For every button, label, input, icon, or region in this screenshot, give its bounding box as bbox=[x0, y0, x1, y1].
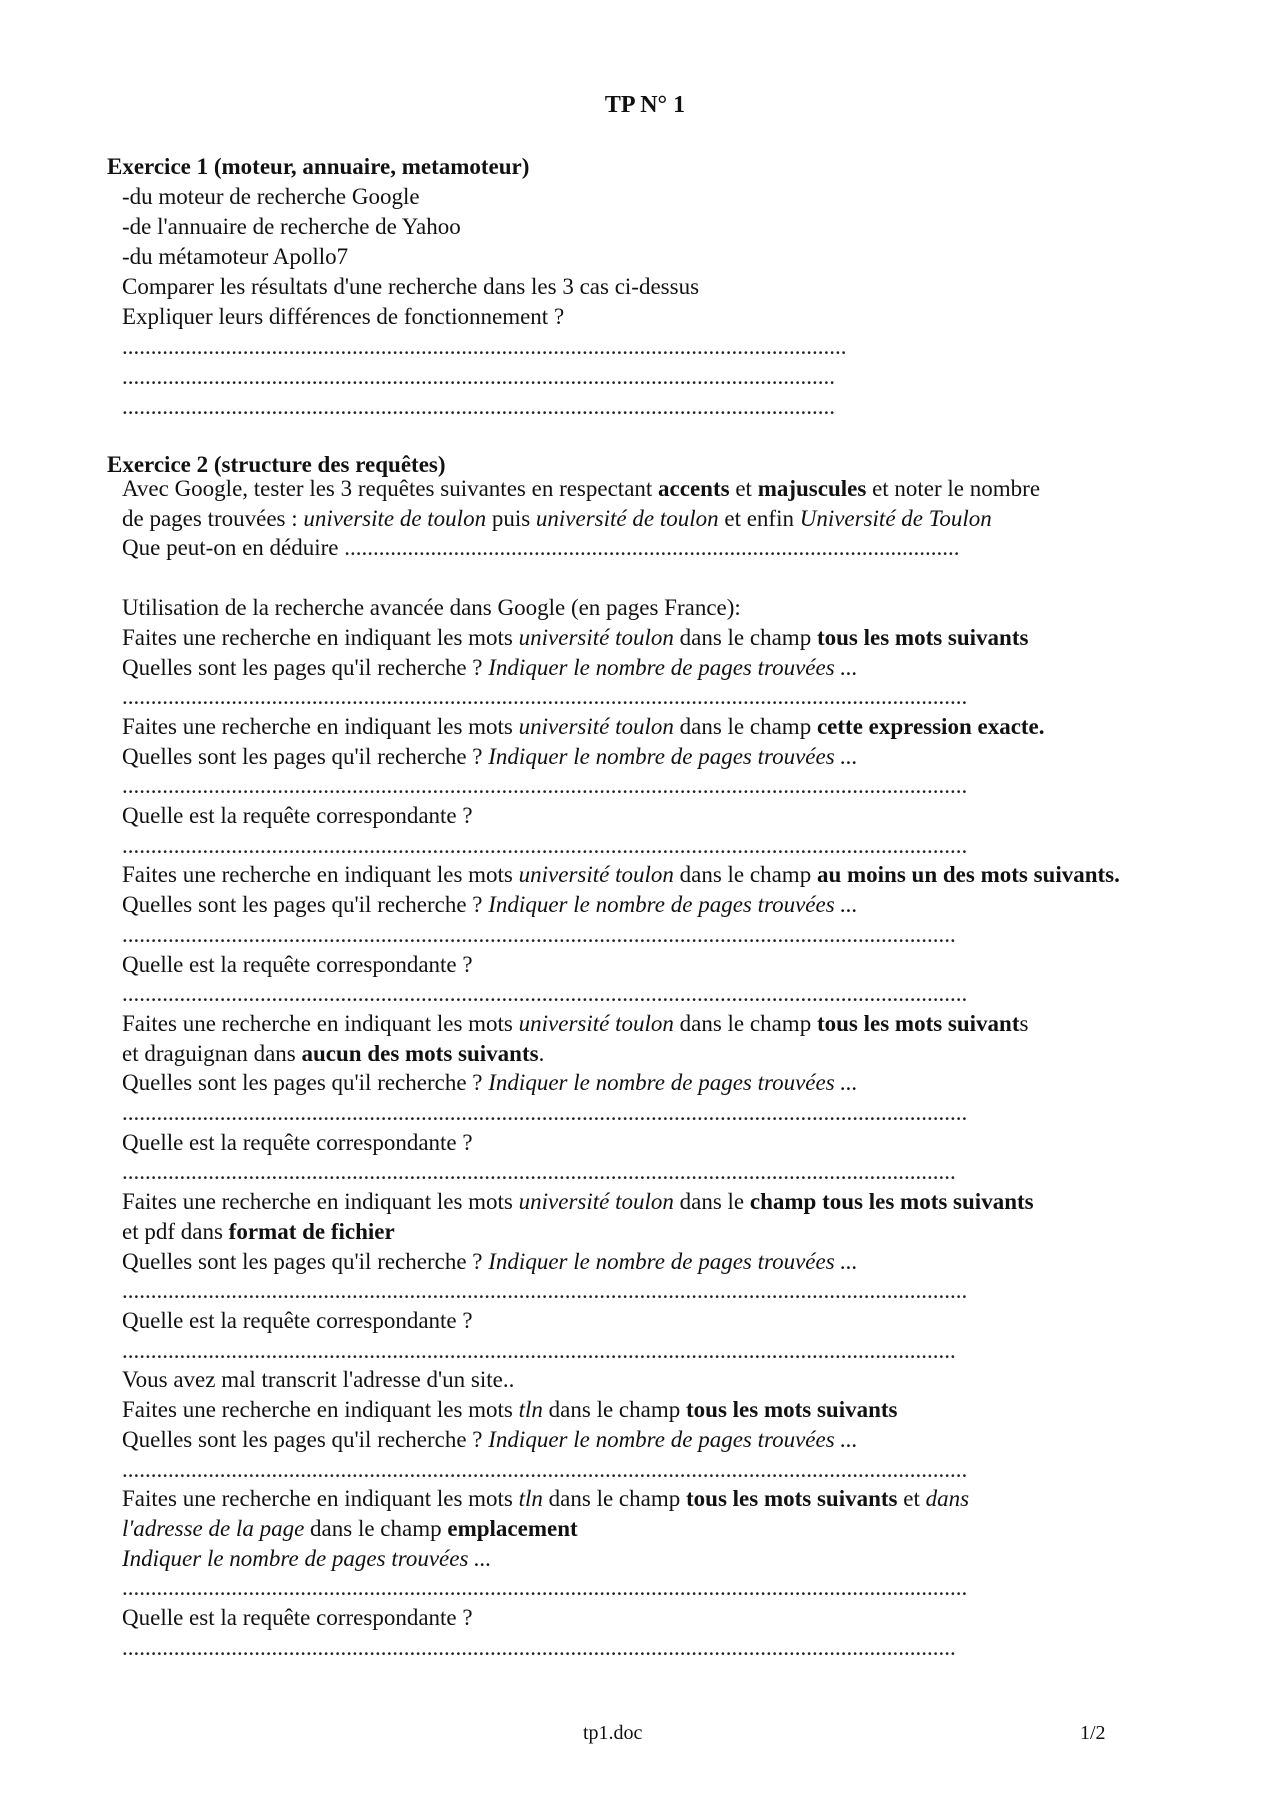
answer-dots: ................................................................................................................................................. bbox=[122, 1634, 956, 1660]
question: Quelles sont les pages qu'il recherche ? Indiquer le nombre de pages trouvées ... bbox=[122, 1248, 858, 1274]
answer-dots: .............................................................................................................................. bbox=[122, 334, 847, 359]
answer-dots: ................................................................................................................................................. bbox=[122, 921, 956, 947]
exercise-2-body bbox=[122, 474, 1182, 1662]
ex2-line: Que peut-on en déduire ........................................................................................................... bbox=[122, 535, 960, 561]
question: Quelles sont les pages qu'il recherche ? Indiquer le nombre de pages trouvées ... bbox=[122, 743, 858, 769]
answer-dots: ................................................................................................................................................... bbox=[122, 773, 968, 799]
answer-dots: ................................................................................................................................................... bbox=[122, 1100, 968, 1126]
search-instruction: Faites une recherche en indiquant les mots tln dans le champ tous les mots suivants bbox=[122, 1397, 898, 1423]
answer-dots: ................................................................................................................................................... bbox=[122, 832, 968, 858]
question: Quelle est la requête correspondante ? bbox=[122, 951, 473, 977]
exercise-2-heading: Exercice 2 (structure des requêtes) bbox=[107, 452, 446, 477]
answer-dots: ................................................................................................................................................. bbox=[122, 1159, 956, 1185]
search-instruction: Faites une recherche en indiquant les mots université toulon dans le champ tous les mots suivants bbox=[122, 1189, 1034, 1215]
question: Quelle est la requête correspondante ? bbox=[122, 1129, 473, 1155]
footer-page-number: 1/2 bbox=[1080, 1722, 1106, 1744]
page-title: TP N° 1 bbox=[604, 92, 686, 118]
answer-dots: ............................................................................................................................ bbox=[122, 364, 835, 389]
search-instruction: Faites une recherche en indiquant les mots université toulon dans le champ au moins un des mots suivants. bbox=[122, 862, 1120, 888]
search-instruction: Faites une recherche en indiquant les mots université toulon dans le champ cette expression exacte. bbox=[122, 713, 1045, 739]
question: Quelles sont les pages qu'il recherche ? Indiquer le nombre de pages trouvées ... bbox=[122, 892, 858, 918]
search-instruction: et draguignan dans aucun des mots suivants. bbox=[122, 1040, 545, 1066]
answer-dots: ................................................................................................................................................. bbox=[122, 1337, 956, 1363]
question: Quelles sont les pages qu'il recherche ? Indiquer le nombre de pages trouvées ... bbox=[122, 1426, 858, 1452]
answer-dots: ................................................................................................................................................... bbox=[122, 981, 968, 1007]
answer-dots: ............................................................................................................................ bbox=[122, 394, 835, 419]
ex1-line: Expliquer leurs différences de fonctionnement ? bbox=[122, 304, 565, 329]
exercise-1-body bbox=[122, 182, 847, 422]
ex1-line: -du moteur de recherche Google bbox=[122, 184, 420, 209]
question: Quelles sont les pages qu'il recherche ? Indiquer le nombre de pages trouvées ... bbox=[122, 1070, 858, 1096]
answer-dots: ................................................................................................................................................... bbox=[122, 684, 968, 710]
answer-dots: ................................................................................................................................................... bbox=[122, 1278, 968, 1304]
exercise-1-heading: Exercice 1 (moteur, annuaire, metamoteur) bbox=[107, 154, 530, 179]
answer-dots: ........................................................................................................... bbox=[344, 535, 960, 561]
ex2-line: de pages trouvées : universite de toulon puis université de toulon et enfin Université de Toulon bbox=[122, 505, 992, 531]
ex1-line: Comparer les résultats d'une recherche dans les 3 cas ci-dessus bbox=[122, 274, 700, 299]
footer-filename: tp1.doc bbox=[583, 1722, 643, 1744]
search-instruction: Faites une recherche en indiquant les mots université toulon dans le champ tous les mots suivants bbox=[122, 624, 1029, 650]
ex1-line: -de l'annuaire de recherche de Yahoo bbox=[122, 214, 461, 239]
ex1-line: -du métamoteur Apollo7 bbox=[122, 244, 349, 269]
question: Quelles sont les pages qu'il recherche ? Indiquer le nombre de pages trouvées ... bbox=[122, 654, 858, 680]
search-instruction: et pdf dans format de fichier bbox=[122, 1218, 395, 1244]
ex2-line: Avec Google, tester les 3 requêtes suivantes en respectant accents et majuscules et noter le nombre bbox=[122, 476, 1041, 501]
question: Indiquer le nombre de pages trouvées ... bbox=[122, 1545, 492, 1571]
ex2-line: Utilisation de la recherche avancée dans Google (en pages France): bbox=[122, 595, 741, 621]
answer-dots: ................................................................................................................................................... bbox=[122, 1456, 968, 1482]
question: Quelle est la requête correspondante ? bbox=[122, 803, 473, 829]
search-instruction: Faites une recherche en indiquant les mots université toulon dans le champ tous les mots suivants bbox=[122, 1010, 1029, 1036]
question: Quelle est la requête correspondante ? bbox=[122, 1605, 473, 1631]
search-instruction: Faites une recherche en indiquant les mots tln dans le champ tous les mots suivants et dans bbox=[122, 1486, 970, 1512]
search-instruction: l'adresse de la page dans le champ emplacement bbox=[122, 1515, 578, 1541]
answer-dots: ................................................................................................................................................... bbox=[122, 1575, 968, 1601]
ex2-line: Vous avez mal transcrit l'adresse d'un site.. bbox=[122, 1367, 515, 1393]
question: Quelle est la requête correspondante ? bbox=[122, 1307, 473, 1333]
